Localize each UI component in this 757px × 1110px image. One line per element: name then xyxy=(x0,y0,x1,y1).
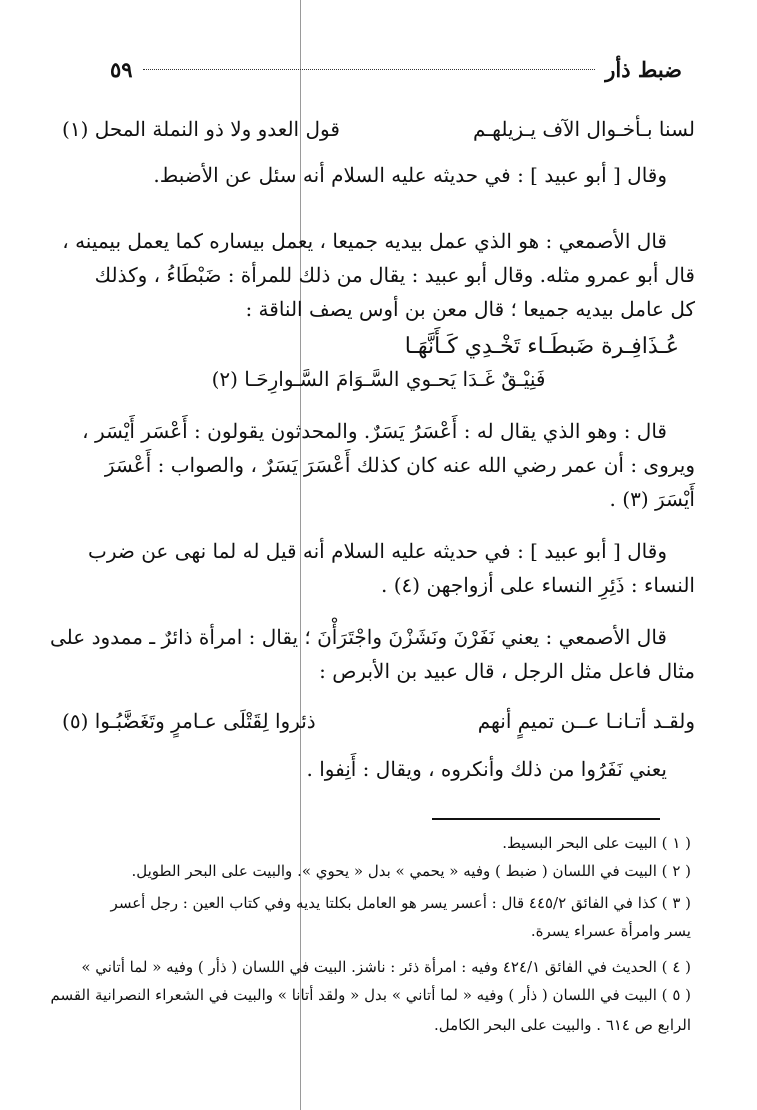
footnote-4: ( ٤ ) الحديث في الفائق ٤٢٤/١ وفيه : امرأة ذئر : ناشز. البيت في اللسان ( ذأر ) وفيه « لما أتاني » xyxy=(81,958,691,976)
verse-2-first-hemistich: عُـذَافِـرة ضَبطَـاء تَخْـدِي كَـأَنَّهَـا xyxy=(404,334,679,359)
footnote-separator xyxy=(432,818,660,820)
text-line-12: يعني نَفَرُوا من ذلك وأنكروه ، ويقال : أَنِفوا . xyxy=(306,757,667,781)
footnote-1: ( ١ ) البيت على البحر البسيط. xyxy=(502,834,691,852)
verse-1-hemistich-right: لسنا بـأخـوال الآف يـزيلهـم xyxy=(472,117,695,141)
verse-1-hemistich-left: قول العدو ولا ذو النملة المحل (١) xyxy=(62,117,340,141)
verse-3-hemistich-right: ولقـد أتـانـا عــن تميمٍ أنهم xyxy=(477,709,695,733)
header-title: ضبط ذأر xyxy=(605,56,682,82)
text-line-1: وقال [ أبو عبيد ] : في حديثه عليه السلام أنه سئل عن الأضبط. xyxy=(153,163,667,187)
page-number: ٥٩ xyxy=(110,56,133,82)
text-line-10: قال الأصمعي : يعني نَفَرْنَ ونَشَزْنَ واجْتَرَأْنَ ؛ يقال : امرأة ذائرٌ ـ ممدود على xyxy=(50,625,667,649)
text-line-2: قال الأصمعي : هو الذي عمل بيديه جميعا ، يعمل بيساره كما يعمل بيمينه ، xyxy=(62,229,667,253)
footnote-5: ( ٥ ) البيت في اللسان ( ذأر ) وفيه « لما أتاني » بدل « ولقد أتانا » والبيت في الشعراء النصرانية القسم xyxy=(50,986,691,1004)
text-line-9: النساء : ذَئِرِ النساء على أزواجهن (٤) . xyxy=(381,573,695,597)
verse-3-hemistich-left: ذئروا لِقَتْلَى عـامرٍ وتَغَضَّبُـوا (٥) xyxy=(62,709,316,733)
footnote-2: ( ٢ ) البيت في اللسان ( ضبط ) وفيه « يحمي » بدل « يحوي ». والبيت على البحر الطويل. xyxy=(131,862,691,880)
verse-3 xyxy=(62,704,695,738)
text-line-5: قال : وهو الذي يقال له : أَعْسَرُ يَسَرٌ. والمحدثون يقولون : أَعْسَر أَيْسَر ، xyxy=(82,419,667,443)
text-line-6: ويروى : أن عمر رضي الله عنه كان كذلك أَعْسَرَ يَسَرٌ ، والصواب : أَعْسَرَ xyxy=(104,453,695,477)
text-line-3: قال أبو عمرو مثله. وقال أبو عبيد : يقال من ذلك للمرأة : ضَبْطَاءُ ، وكذلك xyxy=(94,263,695,287)
verse-1 xyxy=(62,112,695,146)
footnote-5-continued: الرابع ص ٦١٤ . والبيت على البحر الكامل. xyxy=(434,1016,691,1034)
text-line-7: أَيْسَرَ (٣) . xyxy=(609,487,695,511)
header-dotted-rule xyxy=(143,68,596,70)
verse-2-second-hemistich: فَنِيْـقٌ غَـدَا يَحـوي السَّـوَامَ السَّـوارِحَـا (٢) xyxy=(211,367,546,391)
footnote-3-continued: يسر وامرأة عسراء يسرة. xyxy=(530,922,691,940)
footnote-3: ( ٣ ) كذا في الفائق ٤٤٥/٢ قال : أعسر يسر هو العامل بكلتا يديه وفي كتاب العين : رجل أعسر xyxy=(110,894,691,912)
text-line-11: مثال فاعل مثل الرجل ، قال عبيد بن الأبرص : xyxy=(319,659,695,683)
text-line-8: وقال [ أبو عبيد ] : في حديثه عليه السلام أنه قيل له لما نهى عن ضرب xyxy=(87,539,667,563)
running-header xyxy=(110,52,682,86)
text-line-4: كل عامل بيديه جميعا ؛ قال معن بن أوس يصف الناقة : xyxy=(245,297,695,321)
